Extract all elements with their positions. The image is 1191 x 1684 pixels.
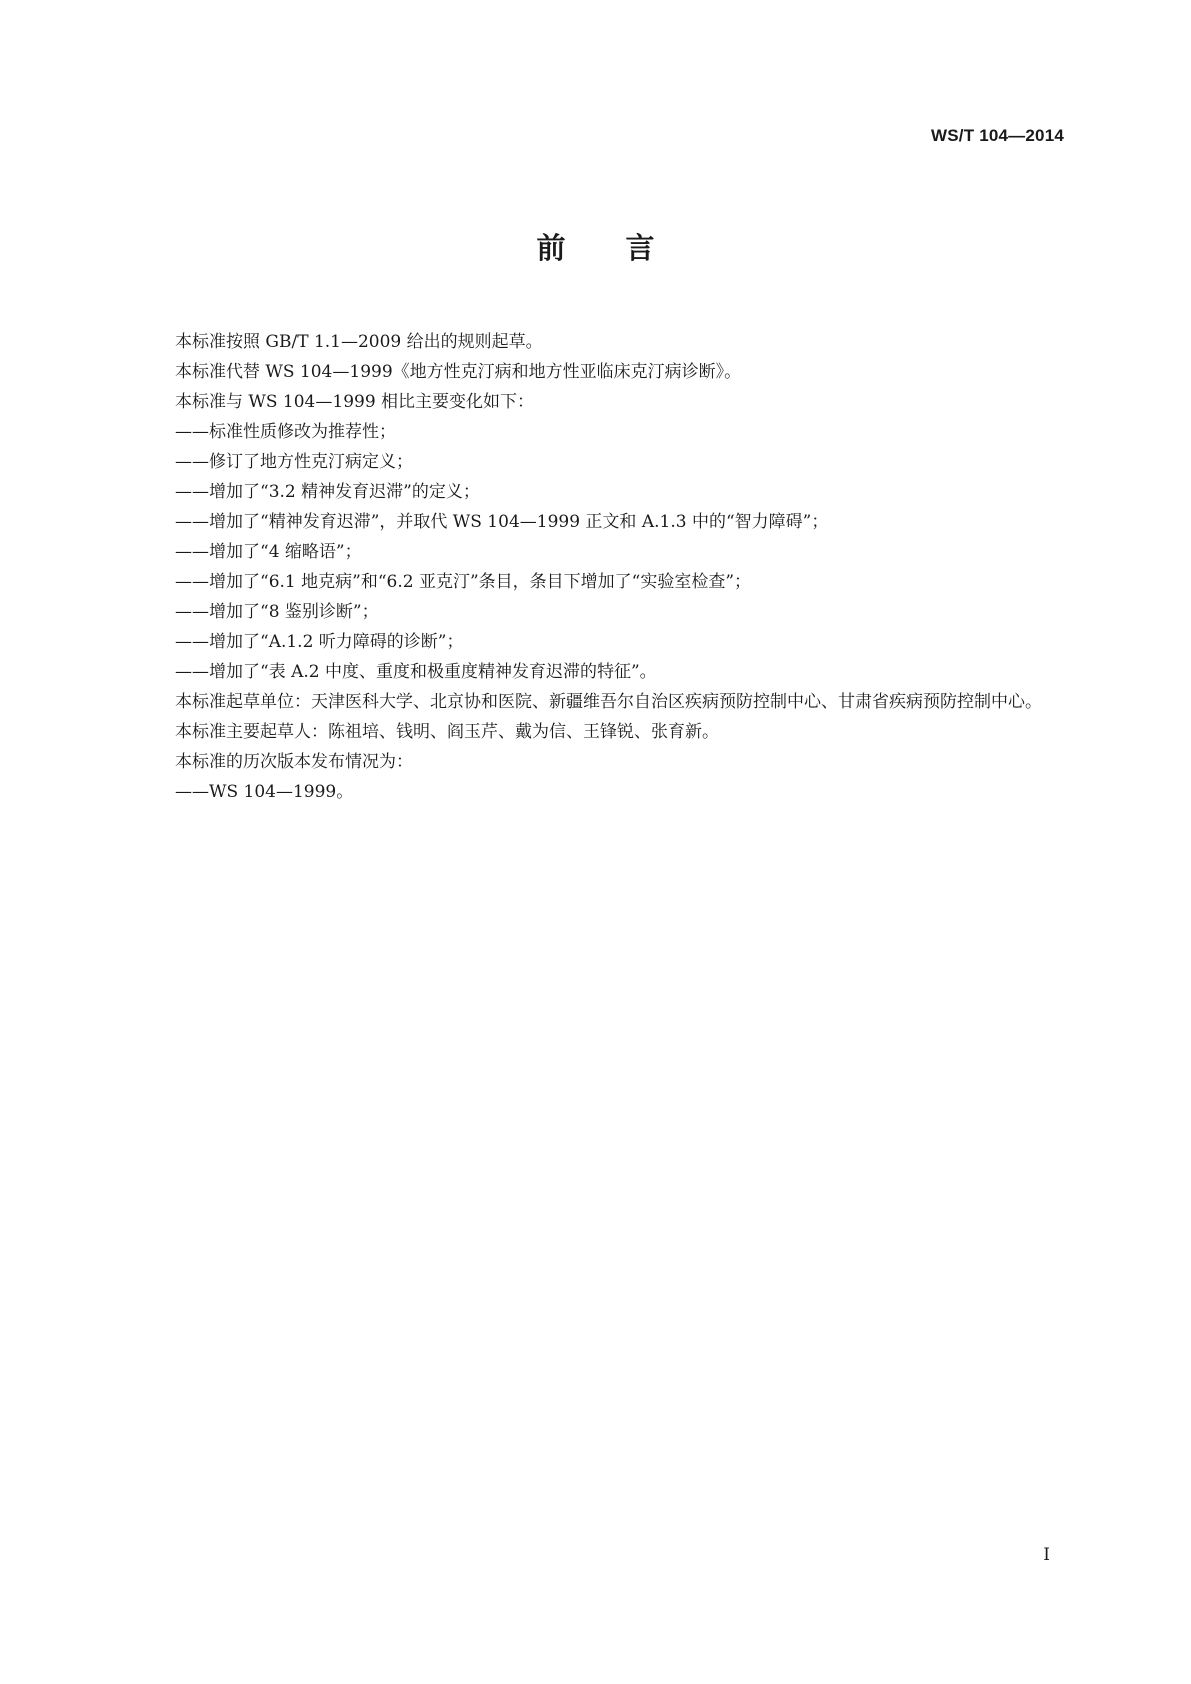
paragraph-drafting-rule: 本标准按照 GB/T 1.1—2009 给出的规则起草。 bbox=[175, 332, 543, 352]
standard-code: WS/T 104—2014 bbox=[931, 126, 1064, 145]
change-item: ——增加了“3.2 精神发育迟滞”的定义； bbox=[175, 482, 480, 502]
paragraph-main-drafters: 本标准主要起草人：陈祖培、钱明、阎玉芹、戴为信、王锋锐、张育新。 bbox=[175, 722, 719, 742]
paragraph-drafting-units: 本标准起草单位：天津医科大学、北京协和医院、新疆维吾尔自治区疾病预防控制中心、甘肃省疾病预防控制中心。 bbox=[175, 692, 1042, 712]
page-number: I bbox=[1043, 1545, 1050, 1565]
paragraph-history-intro: 本标准的历次版本发布情况为： bbox=[175, 752, 413, 772]
change-item: ——增加了“8 鉴别诊断”； bbox=[175, 602, 379, 622]
change-item: ——增加了“精神发育迟滞”，并取代 WS 104—1999 正文和 A.1.3 中的“智力障碍”； bbox=[175, 512, 829, 532]
change-item: ——修订了地方性克汀病定义； bbox=[175, 452, 413, 472]
change-item: ——增加了“6.1 地克病”和“6.2 亚克汀”条目，条目下增加了“实验室检查”； bbox=[175, 572, 752, 592]
change-item: ——标准性质修改为推荐性； bbox=[175, 422, 396, 442]
history-item: ——WS 104—1999。 bbox=[175, 782, 354, 802]
foreword-body bbox=[137, 327, 1061, 807]
change-item: ——增加了“表 A.2 中度、重度和极重度精神发育迟滞的特征”。 bbox=[175, 662, 657, 682]
page-title: 前言 bbox=[536, 231, 715, 265]
paragraph-changes-intro: 本标准与 WS 104—1999 相比主要变化如下： bbox=[175, 392, 535, 412]
paragraph-replacement: 本标准代替 WS 104—1999《地方性克汀病和地方性亚临床克汀病诊断》。 bbox=[175, 362, 742, 382]
change-item: ——增加了“4 缩略语”； bbox=[175, 542, 362, 562]
change-item: ——增加了“A.1.2 听力障碍的诊断”； bbox=[175, 632, 464, 652]
